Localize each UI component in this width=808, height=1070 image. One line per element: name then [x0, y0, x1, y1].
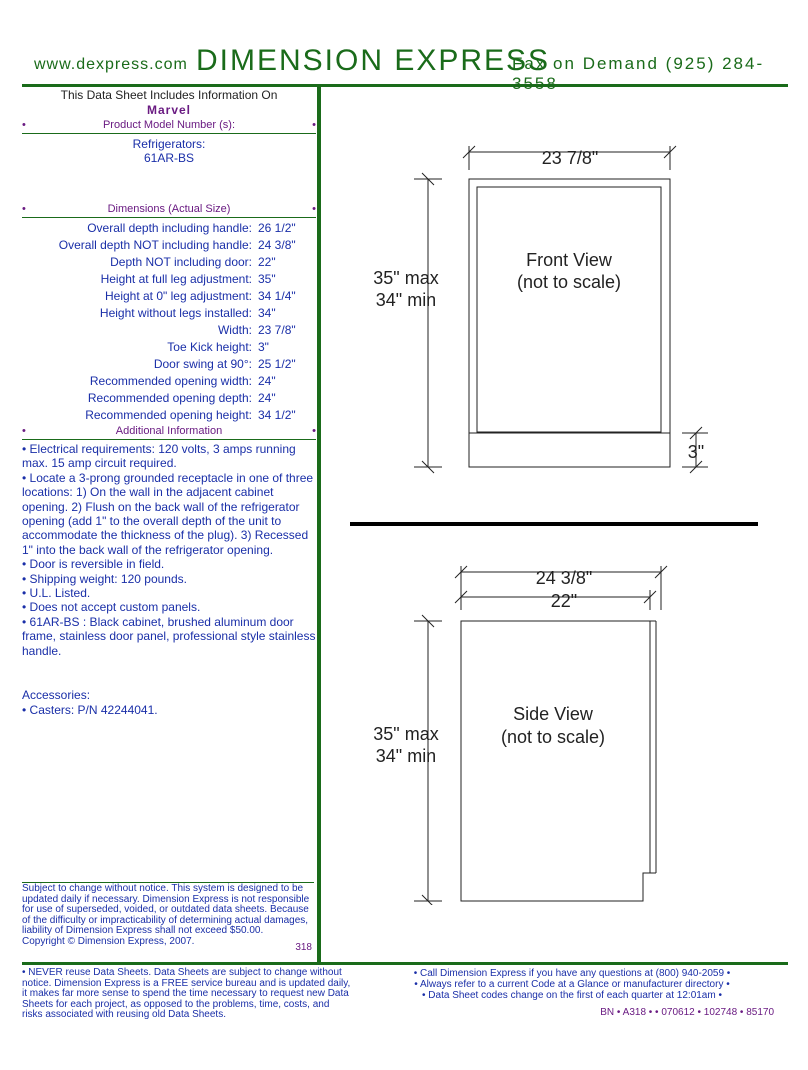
- side-view-subtitle: (not to scale): [500, 727, 606, 747]
- additional-info-item: • Locate a 3-prong grounded receptacle in one of three locations: 1) On the wall in the adjacent cabinet opening. 2) Flush on the back wall of the refrigerator opening (add 1" to the overall depth of the unit to accommodate the thickness of the plug). 3) Recessed 1" into the back wall of the refrigerator opening.: [22, 470, 314, 557]
- dimension-label: Recommended opening width:: [89, 374, 252, 388]
- left-column: [22, 88, 316, 717]
- dimension-label: Height at full leg adjustment:: [100, 272, 252, 286]
- product-category: Refrigerators:: [132, 137, 206, 151]
- header-rule: [22, 84, 788, 87]
- additional-info-item: • Door is reversible in field.: [22, 557, 165, 572]
- dimension-value: 25 1/2": [258, 357, 296, 371]
- footer-left: • NEVER reuse Data Sheets. Data Sheets are subject to change without notice. Dimension Express is a FREE service bureau and is updated daily, it makes far more sense to spend the time necessary to request new Data Sheets for each project, as opposed to the problems, time, costs, and risks associated with reusing old Data Sheets.: [22, 967, 351, 1021]
- side-depth-nodoor-label: 22": [550, 591, 578, 611]
- front-height-min: 34" min: [375, 290, 437, 310]
- product-heading: • Product Model Number (s): •: [22, 119, 316, 134]
- additional-heading-label: Additional Information: [115, 425, 223, 437]
- footer-right-2: • Always refer to a current Code at a Glance or manufacturer directory •: [414, 979, 730, 990]
- front-cabinet-outline: [469, 179, 670, 467]
- side-height-max: 35" max: [373, 724, 439, 744]
- dimension-row: [22, 322, 316, 339]
- additional-info-item: • Electrical requirements: 120 volts, 3 amps running max. 15 amp circuit required.: [22, 442, 296, 471]
- dimension-label: Toe Kick height:: [167, 340, 252, 354]
- dimension-row: [22, 305, 316, 322]
- front-view-drawing: [330, 140, 800, 480]
- additional-heading: • Additional Information •: [22, 425, 316, 440]
- header-url[interactable]: www.dexpress.com: [34, 56, 188, 73]
- side-depth-overall-label: 24 3/8": [535, 568, 593, 588]
- front-height-max: 35" max: [373, 268, 439, 288]
- footer-codes: BN • A318 • • 070612 • 102748 • 85170: [600, 1007, 774, 1018]
- header-title: DIMENSION EXPRESS: [196, 44, 551, 77]
- dimension-label: Overall depth NOT including handle:: [58, 238, 252, 252]
- dimension-label: Recommended opening height:: [85, 408, 252, 422]
- dimension-value: 34 1/2": [258, 408, 296, 422]
- footer-right-1: • Call Dimension Express if you have any questions at (800) 940-2059 •: [413, 968, 731, 979]
- dimension-value: 22": [258, 255, 276, 269]
- dimension-value: 35": [258, 272, 276, 286]
- footer-rule: [22, 962, 788, 965]
- dimension-row: [22, 220, 316, 237]
- side-view-title: Side View: [513, 704, 593, 724]
- page-code: 318: [295, 941, 312, 953]
- dimension-label: Recommended opening depth:: [87, 391, 252, 405]
- dimension-row: [22, 288, 316, 305]
- side-height-min: 34" min: [375, 746, 437, 766]
- additional-info-item: • U.L. Listed.: [22, 586, 91, 601]
- dimension-value: 26 1/2": [258, 221, 296, 235]
- copyright: Copyright © Dimension Express, 2007.: [22, 935, 195, 947]
- footer-right-3: • Data Sheet codes change on the first of each quarter at 12:01am •: [422, 990, 722, 1001]
- disclaimer-text: Subject to change without notice. This system is designed to be updated daily if necessary. Dimension Express is not responsible for use of superseded, voided, or outdated data sheets. Because of the difficulty or impracticability of determining actual damages, liability of Dimension Express shall not exceed $50.00.: [22, 883, 310, 937]
- dimension-value: 24": [258, 374, 276, 388]
- front-width-label: 23 7/8": [541, 148, 599, 168]
- dimension-value: 34": [258, 306, 276, 320]
- accessories-list: [22, 703, 316, 717]
- accessories-heading: Accessories:: [22, 688, 91, 703]
- dimension-row: [22, 271, 316, 288]
- dimension-row: [22, 390, 316, 407]
- dimension-label: Depth NOT including door:: [110, 255, 252, 269]
- dimensions-heading: • Dimensions (Actual Size) •: [22, 203, 316, 218]
- dimension-value: 23 7/8": [258, 323, 296, 337]
- views-separator: [350, 522, 758, 526]
- brand-name: Marvel: [146, 103, 192, 117]
- additional-info-item: • Shipping weight: 120 pounds.: [22, 571, 187, 586]
- additional-info-item: • Does not accept custom panels.: [22, 600, 201, 615]
- front-view-subtitle: (not to scale): [516, 272, 622, 292]
- toe-kick-label: 3": [687, 442, 705, 462]
- dimensions-heading-label: Dimensions (Actual Size): [107, 203, 231, 215]
- intro-line: This Data Sheet Includes Information On: [60, 88, 278, 102]
- dimension-value: 3": [258, 340, 269, 354]
- dimension-label: Height at 0" leg adjustment:: [104, 289, 252, 303]
- additional-info-item: • 61AR-BS : Black cabinet, brushed aluminum door frame, stainless door panel, professional style stainless handle.: [22, 614, 316, 658]
- column-divider: [317, 84, 321, 962]
- header: [0, 44, 808, 84]
- side-cabinet-outline: [461, 621, 650, 901]
- accessory-item: • Casters: P/N 42244041.: [22, 702, 158, 717]
- dimension-value: 24 3/8": [258, 238, 296, 252]
- header-fax: Fax on Demand (925) 284-: [512, 54, 765, 73]
- dimension-row: [22, 356, 316, 373]
- dimension-value: 34 1/4": [258, 289, 296, 303]
- dimension-row: [22, 254, 316, 271]
- dimension-label: Door swing at 90°:: [153, 357, 252, 371]
- dimension-value: 24": [258, 391, 276, 405]
- side-view-drawing: [330, 560, 800, 905]
- front-door-panel: [477, 187, 661, 432]
- dimension-row: [22, 237, 316, 254]
- dimension-row: [22, 339, 316, 356]
- disclaimer: [22, 882, 314, 953]
- product-model: 61AR-BS: [143, 151, 195, 165]
- dimension-row: [22, 407, 316, 424]
- front-view-title: Front View: [526, 250, 612, 270]
- dimensions-table: [22, 220, 316, 424]
- additional-info-list: [22, 442, 316, 658]
- product-heading-label: Product Model Number (s):: [102, 119, 236, 131]
- dimension-label: Height without legs installed:: [99, 306, 252, 320]
- dimension-label: Width:: [217, 323, 252, 337]
- dimension-row: [22, 373, 316, 390]
- dimension-label: Overall depth including handle:: [87, 221, 252, 235]
